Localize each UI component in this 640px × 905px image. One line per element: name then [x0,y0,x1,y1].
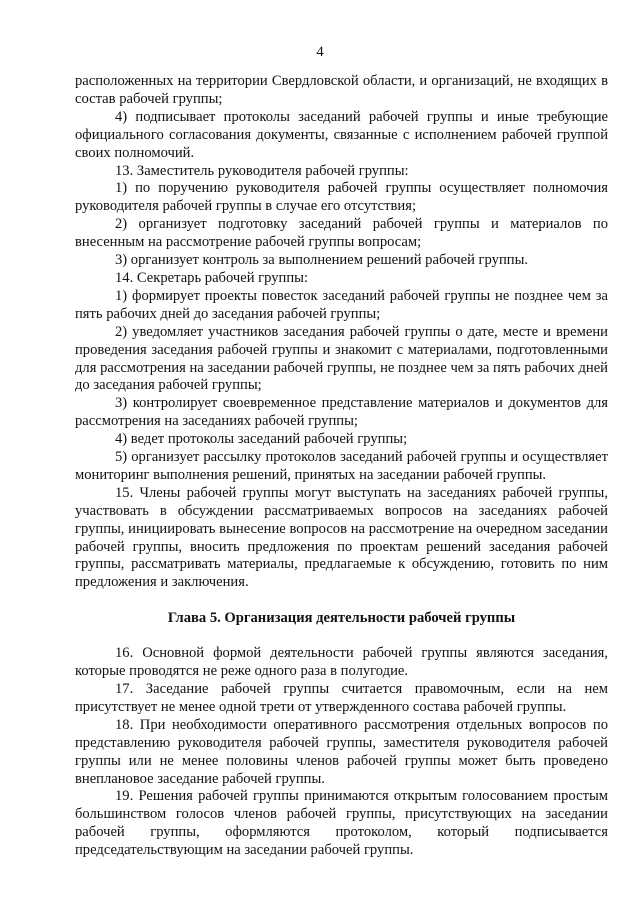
paragraph: 3) организует контроль за выполнением решений рабочей группы. [115,252,529,269]
paragraph: 5) организует рассылку протоколов заседаний рабочей группы и осуществляет мониторинг выполнения решений, принятых на заседании рабочей группы. [75,449,608,483]
paragraph: 4) подписывает протоколы заседаний рабочей группы и иные требующие официального согласования документы, связанные с исполнением рабочей группой своих полномочий. [75,108,608,161]
paragraph: 15. Члены рабочей группы могут выступать на заседаниях рабочей группы, участвовать в обсуждении рассматриваемых вопросов на заседаниях рабочей группы, инициировать вынесение вопросов на рассмотрение на очередном заседании рабочей группы, вносить предложения по проектам решений заседания рабочей группы, рассматривать материалы, предлагаемые к обсуждению, готовить по ним предложения и заключения. [75,484,608,591]
paragraph: 19. Решения рабочей группы принимаются открытым голосованием простым большинством голосов членов рабочей группы, присутствующих на заседании рабочей группы, оформляются протоколом, который подписывается председательствующим на заседании рабочей группы. [75,788,608,859]
document-body [75,73,608,860]
paragraph: 18. При необходимости оперативного рассмотрения отдельных вопросов по представлению руководителя рабочей группы, заместителя руководителя рабочей группы или не менее половины членов рабочей группы может быть проведено внеплановое заседание рабочей группы. [75,716,608,787]
paragraph: 17. Заседание рабочей группы считается правомочным, если на нем присутствует не менее одной трети от утвержденного состава рабочей группы. [75,681,608,715]
paragraph: 3) контролирует своевременное представление материалов и документов для рассмотрения на заседаниях рабочей группы; [75,395,608,430]
paragraph: 13. Заместитель руководителя рабочей группы: [115,162,409,179]
page-number: 4 [316,44,324,60]
section-top [75,73,608,592]
paragraph: 2) организует подготовку заседаний рабочей группы и материалов по внесенным на рассмотрение рабочей группы вопросам; [75,216,608,251]
paragraph: расположенных на территории Свердловской области, и организаций, не входящих в состав рабочей группы; [75,73,608,107]
paragraph: 4) ведет протоколы заседаний рабочей группы; [115,431,408,448]
paragraph: 2) уведомляет участников заседания рабочей группы о дате, месте и времени проведения заседания рабочей группы и знакомит с материалами, подготовленными для рассмотрения на заседании рабочей группы, не позднее чем за пять рабочих дней до заседания рабочей группы; [75,323,608,394]
paragraph: 1) по поручению руководителя рабочей группы осуществляет полномочия руководителя рабочей группы в случае его отсутствия; [75,180,608,215]
paragraph: 16. Основной формой деятельности рабочей группы являются заседания, которые проводятся не реже одного раза в полугодие. [75,645,608,680]
section-bottom [75,645,608,860]
paragraph: 14. Секретарь рабочей группы: [115,269,309,286]
chapter-heading: Глава 5. Организация деятельности рабочей группы [167,610,516,627]
paragraph: 1) формирует проекты повесток заседаний рабочей группы не позднее чем за пять рабочих дней до заседания рабочей группы; [75,287,608,322]
